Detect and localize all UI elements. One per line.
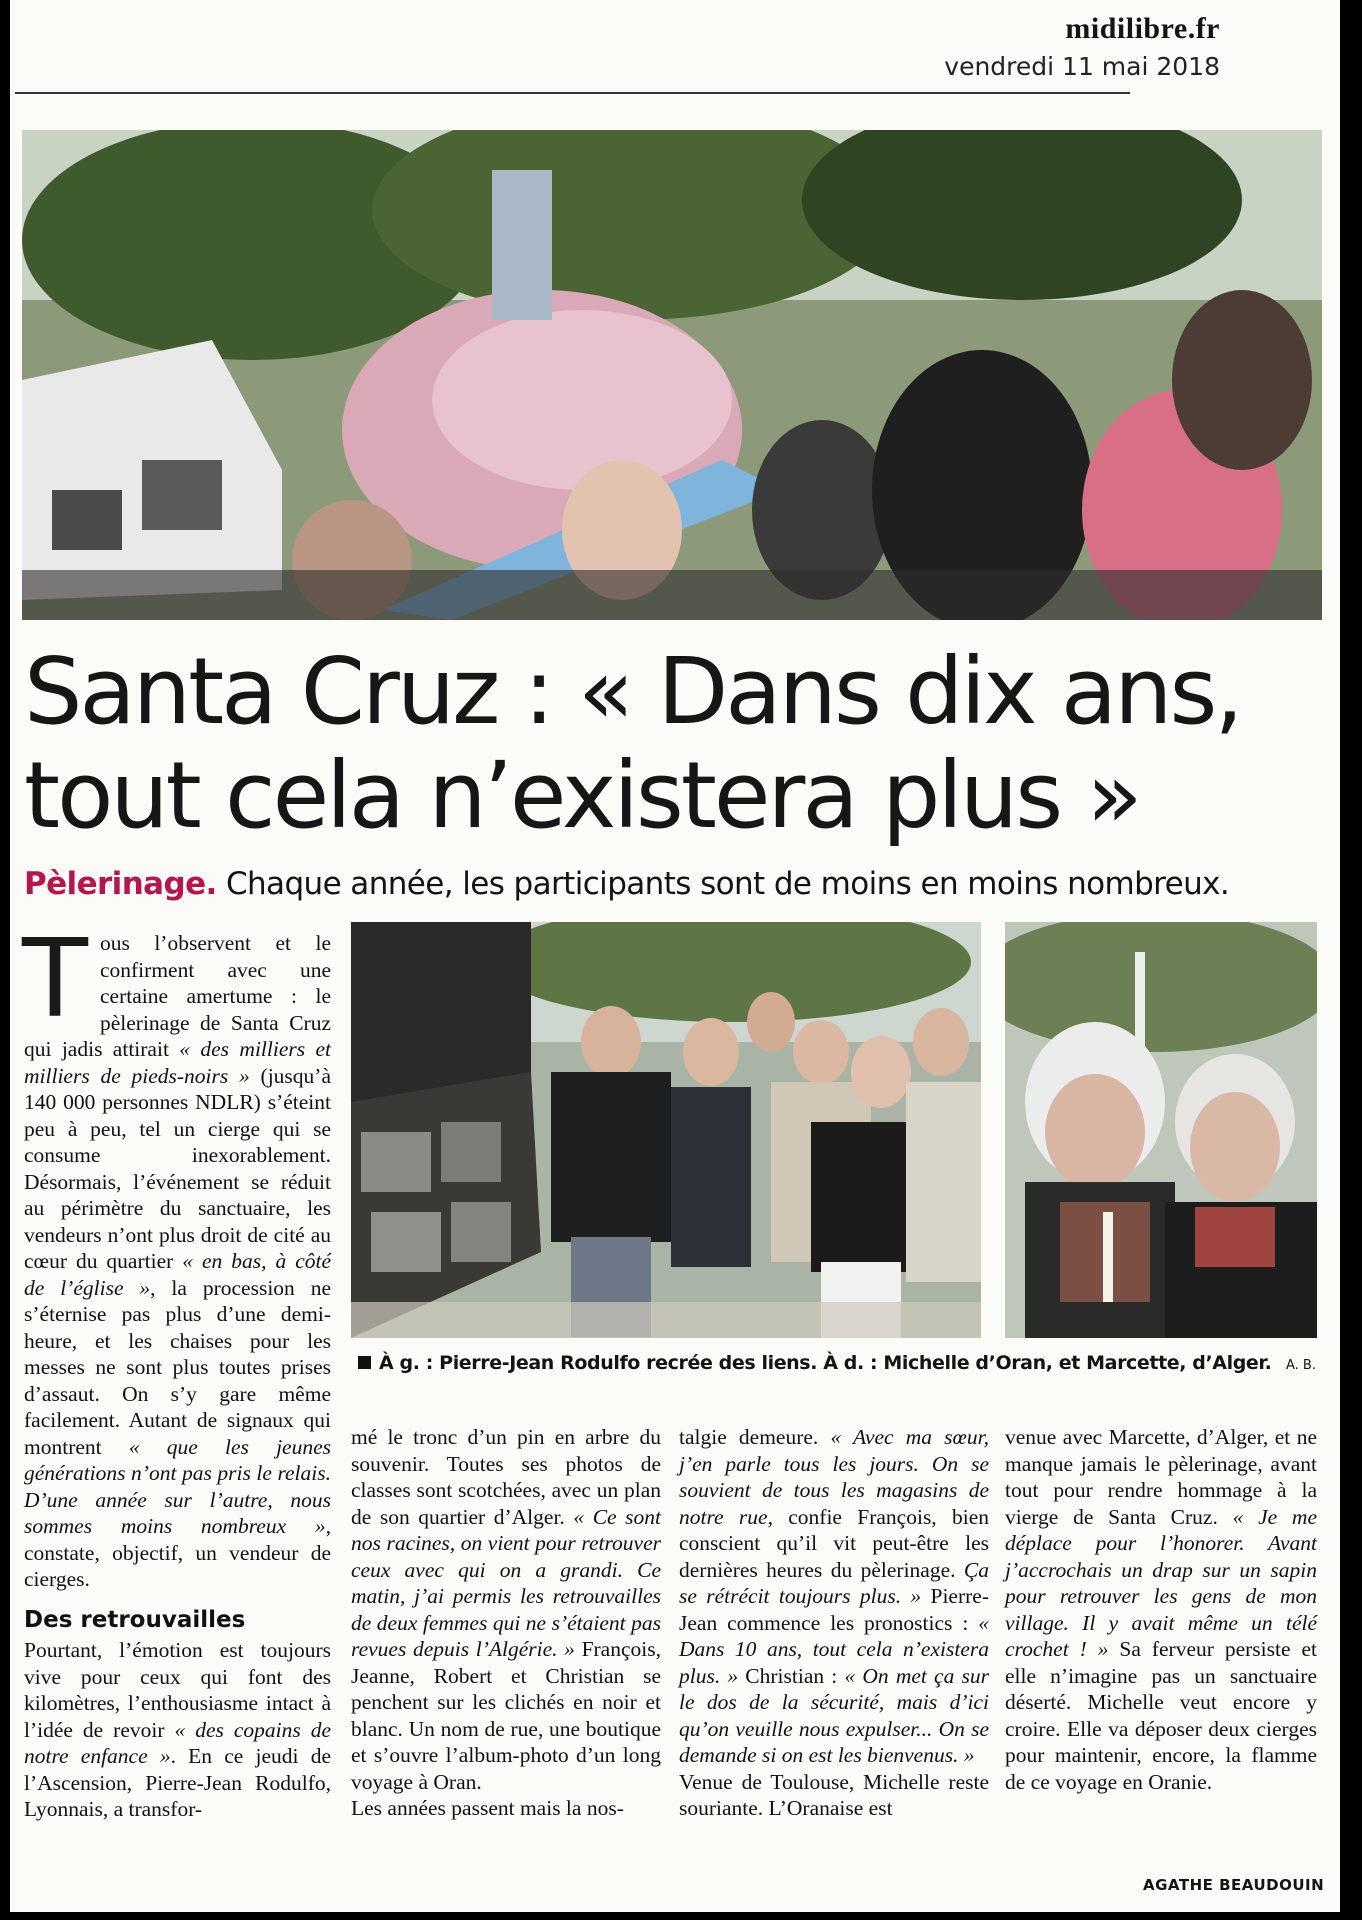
subheadline [24, 866, 1334, 902]
caption-text: À g. : Pierre-Jean Rodulfo recrée des liens. À d. : Michelle d’Oran, et Marcette, d’Alger. [379, 1352, 1272, 1374]
procession-photo [22, 130, 1322, 620]
paragraph-6 [679, 1769, 989, 1822]
subheadline-text: Chaque année, les participants sont de moins en moins nombreux. [225, 866, 1230, 902]
text-run: Pourtant, l’émotion est toujours vive pour ceux qui font des kilomètres, l’enthousiasme intact à l’idée de revoir [24, 1638, 331, 1742]
text-run: Venue de Toulouse, Michelle reste souriante. L’Oranaise est [679, 1769, 989, 1820]
section-subtitle: Des retrouvailles [24, 1606, 246, 1633]
two-women-photo [1005, 922, 1317, 1338]
quote: « en bas, à côté de l’église » [24, 1249, 332, 1300]
paragraph-4 [351, 1795, 661, 1822]
text-run: mé le tronc d’un pin en arbre du souvenir. Toutes ses photos de classes sont scotchées, avec un plan de son quartier d’Alger. [351, 1425, 661, 1529]
drop-cap: T [22, 917, 88, 1042]
newspaper-page [10, 0, 1340, 1912]
article-column-4 [1005, 1424, 1317, 1795]
quote: « Je me déplace pour l’honorer. Avant j’accrochais un drap sur un sapin pour retrouver les gens de mon village. Il y avait même un télé crochet ! » [1005, 1504, 1317, 1661]
headline [24, 640, 1324, 848]
quote: « Avec ma sœur, j’en parle tous les jours. On se souvient de tous les magasins de notre rue [679, 1425, 989, 1529]
kicker: Pèlerinage. [24, 866, 217, 902]
text-run: , constate, objectif, un vendeur de cierges. [24, 1514, 331, 1591]
caption-square-icon [358, 1356, 371, 1369]
text-run: venue avec Marcette, d’Alger, et ne manque jamais le pèlerinage, avant tout pour rendre hommage à la vierge de Santa Cruz. [1005, 1425, 1317, 1529]
quote: « des milliers et milliers de pieds-noirs » [24, 1037, 331, 1088]
quote: « des copains de notre enfance » [24, 1717, 331, 1768]
paragraph-2 [24, 1637, 331, 1823]
paragraph-7 [1005, 1424, 1317, 1795]
text-run: ous l’observent et le confirment avec une certaine amertume : le pèlerinage de Santa Cruz qui jadis attirait [24, 931, 331, 1061]
headline-line-1: Santa Cruz : « Dans dix ans, [24, 638, 1241, 745]
text-run: (jusqu’à 140 000 personnes NDLR) s’éteint peu à peu, tel un cierge qui se consume inexorablement. Désormais, l’événement se réduit au périmètre du sanctuaire, les vendeurs n’ont plus droit de cité au cœur du quartier [24, 1063, 331, 1273]
site-name: midilibre.fr [1065, 12, 1220, 45]
masthead [944, 12, 1220, 81]
header-rule [15, 92, 1130, 94]
text-run: , la procession ne s’éternise pas plus d’une demi-heure, et les chaises pour les messes ne sont plus toutes prises d’assaut. On s’y gare même facilement. Autant de signaux qui montrent [24, 1275, 331, 1459]
text-run: François, Jeanne, Robert et Christian se penchent sur les clichés en noir et blanc. Un nom de rue, une boutique et s’ouvre l’album-photo d’un long voyage à Oran. [351, 1637, 661, 1794]
text-run: , confie François, bien conscient qu’il vit peut-être les dernières heures du pèlerinage. [679, 1504, 990, 1582]
quote: Ça se rétrécit toujours plus. » [679, 1557, 989, 1608]
quote: « Dans 10 ans, tout cela n’existera plus. » [679, 1610, 989, 1688]
text-run: talgie demeure. [679, 1425, 831, 1449]
photo-credit: A. B. [1286, 1358, 1316, 1373]
text-run: Pierre-Jean commence les pronostics : [679, 1584, 989, 1635]
quote: « On met ça sur le dos de la sécurité, mais d’ici qu’on veuille nous expulser... On se demande si on est les bienvenus. » [679, 1663, 989, 1767]
article-column-3 [679, 1424, 989, 1822]
paragraph-1 [22, 917, 332, 1593]
author-byline: AGATHE BEAUDOUIN [1143, 1876, 1325, 1894]
photo-board-photo [351, 922, 981, 1338]
text-run: . En ce jeudi de l’Ascension, Pierre-Jean Rodulfo, Lyonnais, a transfor- [24, 1744, 331, 1821]
text-run: Les années passent mais la nos- [351, 1796, 624, 1820]
article-column-1 [22, 917, 332, 1823]
text-run: Christian : [738, 1663, 845, 1688]
quote: « Ce sont nos racines, on vient pour retrouver ceux avec qui on a grandi. Ce matin, j’ai permis les retrouvailles de deux femmes qui ne s’étaient pas revues depuis l’Algérie. » [351, 1504, 661, 1661]
publication-date: vendredi 11 mai 2018 [944, 52, 1220, 81]
paragraph-3 [351, 1424, 661, 1795]
text-run: Sa ferveur persiste et elle n’imagine pas un sanctuaire déserté. Michelle veut encore y croire. Elle va déposer deux cierges pour maintenir, encore, la flamme de ce voyage en Oranie. [1005, 1637, 1317, 1794]
photo-caption [358, 1352, 1271, 1374]
paragraph-5 [679, 1424, 989, 1769]
headline-line-2: tout cela n’existera plus » [24, 742, 1140, 849]
article-column-2 [351, 1424, 661, 1822]
quote: « que les jeunes générations n’ont pas pris le relais. D’une année sur l’autre, nous sommes moins nombreux » [24, 1434, 332, 1538]
